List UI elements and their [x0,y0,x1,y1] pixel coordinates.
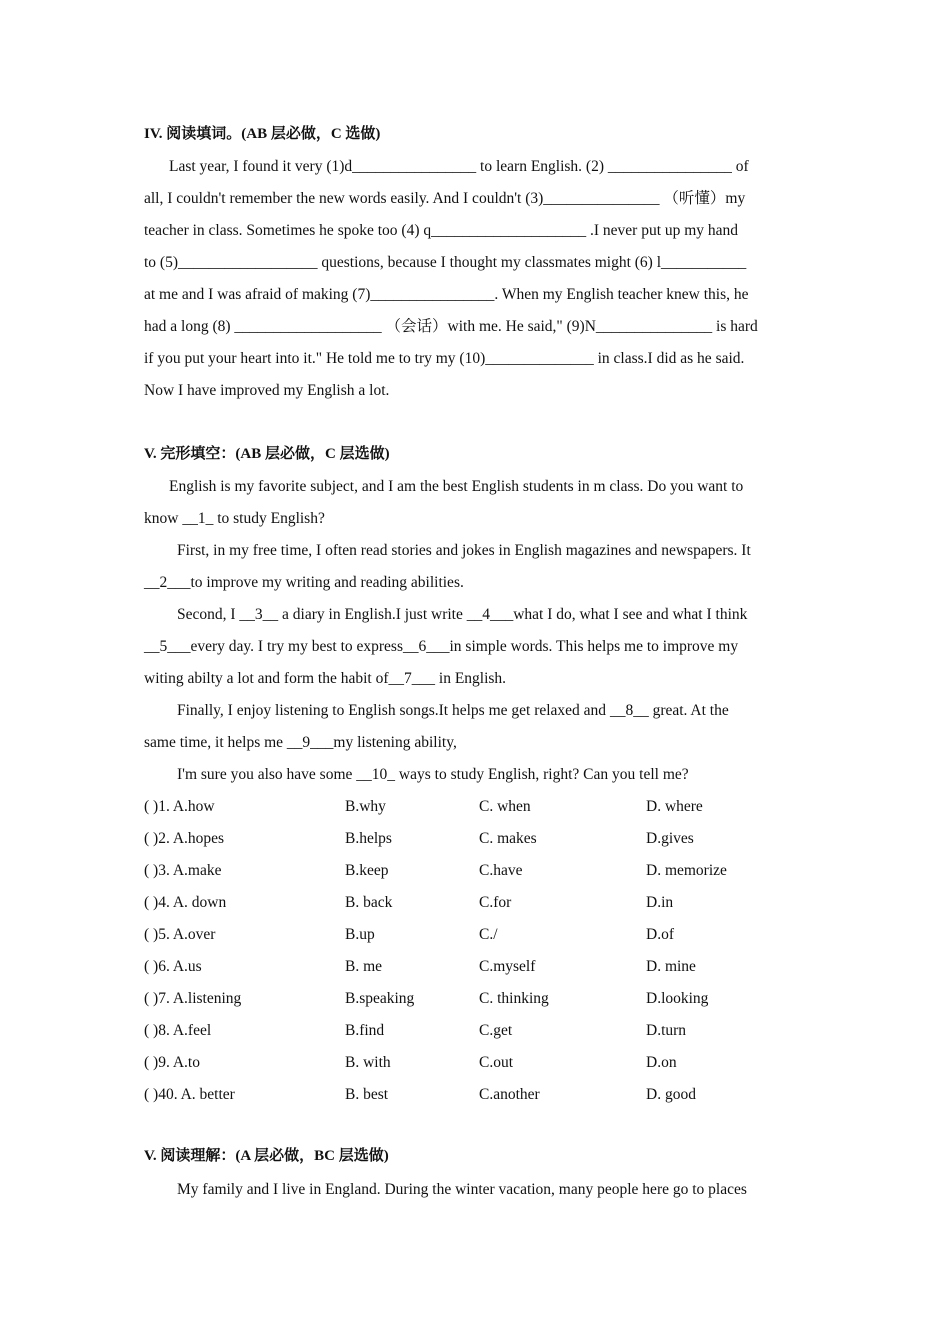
option-b: B. with [345,1054,391,1071]
question-option-a: ( )40. A. better [144,1086,235,1103]
cloze-line: First, in my free time, I often read stories and jokes in English magazines and newspapers. It [177,542,751,559]
passage-line: to (5)__________________ questions, because I thought my classmates might (6) l___________ [144,254,747,271]
option-c: C. makes [479,830,537,847]
question-option-a: ( )2. A.hopes [144,830,225,847]
question-option-a: ( )4. A. down [144,894,227,911]
cloze-text: to improve my writing and reading abilities. [190,574,464,591]
passage-line: at me and I was afraid of making (7)________________. When my English teacher knew this, he [144,286,749,303]
cloze-text: ways to study English, right? Can you tell me? [395,766,689,783]
cloze-line [177,701,847,721]
blank-3: __3__ [239,606,279,623]
cloze-text: in simple words. This helps me to improve my [449,638,739,655]
option-b: B. me [345,958,383,975]
cloze-text: Second, I [177,606,240,623]
reading-line: My family and I live in England. During the winter vacation, many people here go to places [177,1181,747,1198]
option-c: C.get [479,1022,513,1039]
cloze-line [144,509,814,529]
option-d: D. memorize [646,862,727,879]
blank-10: __10_ [356,766,396,783]
cloze-line [144,669,814,689]
option-d: D. good [646,1086,696,1103]
passage-line: Last year, I found it very (1)d________________ to learn English. (2) ________________ of [169,158,749,175]
option-b: B.up [345,926,375,943]
question-option-a: ( )8. A.feel [144,1022,212,1039]
cloze-line [144,637,814,657]
blank-6: __6___ [403,638,450,655]
blank-8: __8__ [609,702,649,719]
option-b: B.speaking [345,990,415,1007]
blank-5: __5___ [144,638,191,655]
option-c: C.myself [479,958,536,975]
cloze-text: to study English? [213,510,325,527]
cloze-text: great. At the [648,702,729,719]
option-d: D. where [646,798,703,815]
cloze-line [177,765,847,785]
cloze-text: my listening ability, [333,734,457,751]
cloze-line [144,573,814,593]
section-iv-heading: IV. 阅读填词。(AB 层必做，C 选做) [144,126,381,142]
cloze-text: witing abilty a lot and form the habit of [144,670,389,687]
blank-1: __1_ [182,510,214,527]
option-b: B. back [345,894,393,911]
option-d: D.of [646,926,674,943]
blank-4: __4___ [466,606,514,623]
option-d: D.looking [646,990,709,1007]
passage-line: teacher in class. Sometimes he spoke too (4) q____________________ .I never put up my hand [144,222,739,239]
section-v-heading: V. 完形填空：(AB 层必做，C 层选做) [144,446,390,462]
option-c: C. when [479,798,531,815]
cloze-line [177,605,847,625]
blank-2: __2___ [144,574,191,591]
passage-line: Now I have improved my English a lot. [144,382,390,399]
option-b: B. best [345,1086,389,1103]
passage-line: had a long (8) ___________________ （会话）with me. He said," (9)N_______________ is hard [144,318,758,335]
option-c: C.have [479,862,523,879]
option-d: D.gives [646,830,694,847]
option-c: C.out [479,1054,514,1071]
cloze-line: English is my favorite subject, and I am the best English students in m class. Do you want to [169,478,744,495]
option-c: C./ [479,926,498,943]
option-b: B.keep [345,862,389,879]
blank-9: __9___ [286,734,334,751]
option-d: D. mine [646,958,696,975]
option-c: C. thinking [479,990,549,1007]
cloze-text: Finally, I enjoy listening to English songs.It helps me get relaxed and [177,702,610,719]
option-d: D.in [646,894,674,911]
option-b: B.find [345,1022,385,1039]
option-c: C.another [479,1086,540,1103]
option-d: D.on [646,1054,677,1071]
cloze-text: know [144,510,183,527]
blank-7: __7___ [388,670,436,687]
question-option-a: ( )6. A.us [144,958,202,975]
passage-line: all, I couldn't remember the new words easily. And I couldn't (3)_______________ （听懂）my [144,190,746,207]
cloze-text: in English. [435,670,507,687]
passage-line: if you put your heart into it." He told me to try my (10)______________ in class.I did as he said. [144,350,745,367]
question-option-a: ( )9. A.to [144,1054,200,1071]
question-option-a: ( )7. A.listening [144,990,242,1007]
section-reading-heading: V. 阅读理解：(A 层必做，BC 层选做) [144,1148,389,1164]
question-option-a: ( )3. A.make [144,862,222,879]
option-d: D.turn [646,1022,687,1039]
option-b: B.helps [345,830,392,847]
cloze-line [144,733,814,753]
cloze-text: a diary in English.I just write [278,606,467,623]
question-option-a: ( )1. A.how [144,798,215,815]
option-c: C.for [479,894,512,911]
cloze-text: every day. I try my best to express [190,638,403,655]
cloze-text: I'm sure you also have some [177,766,357,783]
option-b: B.why [345,798,386,815]
cloze-text: same time, it helps me [144,734,287,751]
cloze-text: what I do, what I see and what I think [513,606,748,623]
question-option-a: ( )5. A.over [144,926,216,943]
